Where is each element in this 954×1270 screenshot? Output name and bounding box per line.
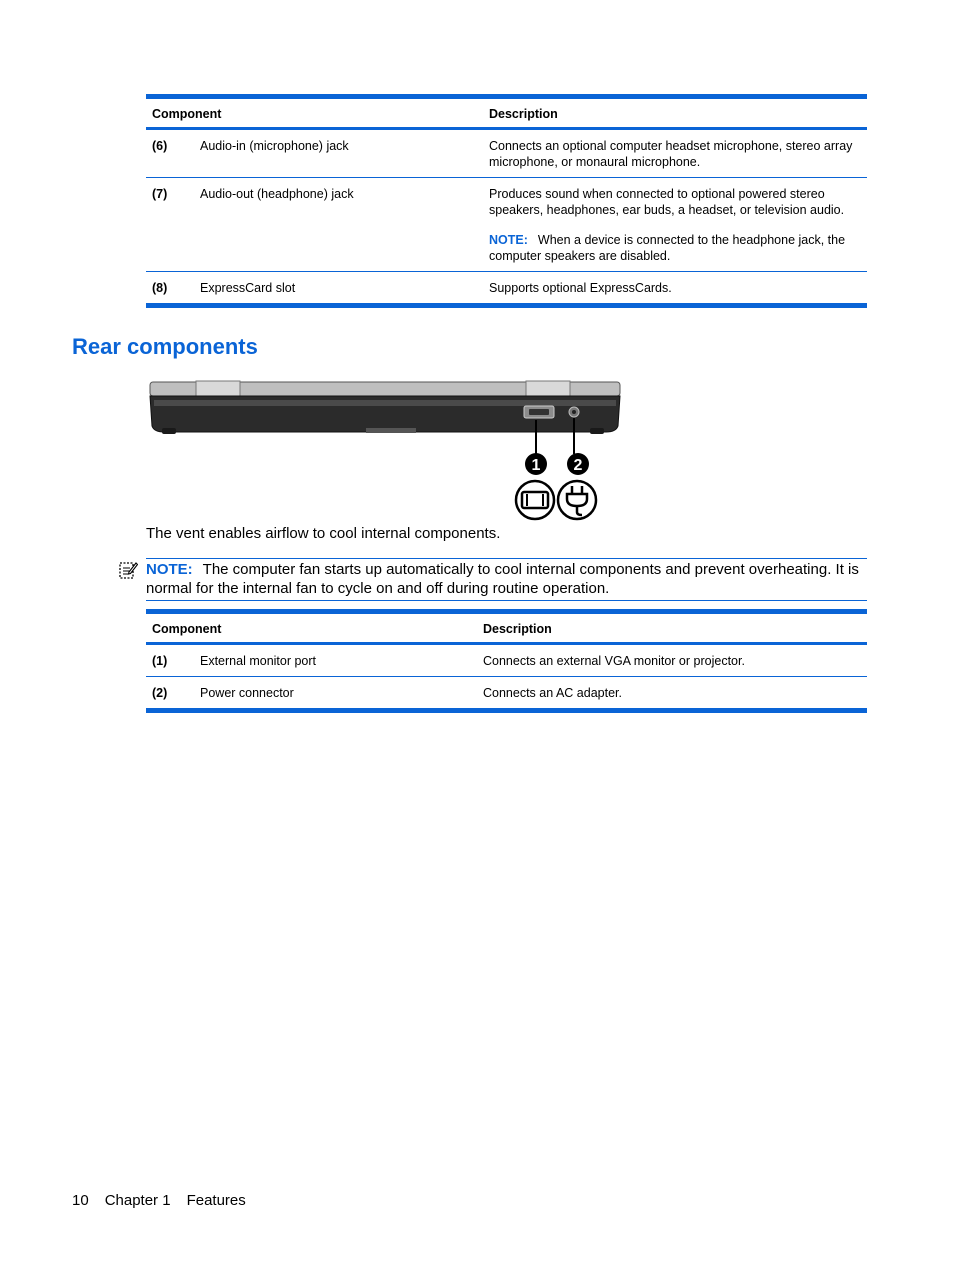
section-title: Rear components <box>72 334 258 359</box>
callout-1 <box>525 453 547 475</box>
monitor-port-icon <box>516 481 554 519</box>
note-label: NOTE: <box>489 233 528 247</box>
component-number: (8) <box>152 281 168 295</box>
callout-number: 2 <box>573 457 583 474</box>
component-description: Supports optional ExpressCards. <box>489 281 672 295</box>
column-header-component: Component <box>152 107 222 121</box>
component-description-cell <box>483 178 867 272</box>
page-number: 10 <box>72 1192 89 1209</box>
component-name: Power connector <box>200 686 294 700</box>
component-name: ExpressCard slot <box>200 281 296 295</box>
column-header-component: Component <box>152 622 222 636</box>
note-pencil-icon <box>118 560 138 580</box>
component-number: (6) <box>152 139 168 153</box>
table-header-row <box>146 612 867 644</box>
table-row <box>146 272 867 306</box>
component-name: External monitor port <box>200 654 317 668</box>
column-header-description: Description <box>483 622 552 636</box>
callout-2 <box>567 453 589 475</box>
component-description: Connects an AC adapter. <box>483 686 622 700</box>
table-header-row <box>146 97 867 129</box>
note-label: NOTE: <box>146 561 193 578</box>
table-row <box>146 129 867 178</box>
components-table-rear <box>146 609 867 713</box>
chapter-title: Features <box>186 1192 246 1209</box>
cell-note <box>489 232 861 264</box>
chapter-label: Chapter 1 <box>104 1192 171 1209</box>
callout-number: 1 <box>531 457 541 474</box>
component-number: (1) <box>152 654 168 668</box>
table-row <box>146 178 867 272</box>
component-number: (7) <box>152 187 168 201</box>
table-row <box>146 644 867 677</box>
components-table-front <box>146 94 867 308</box>
component-number: (2) <box>152 686 168 700</box>
component-name: Audio-in (microphone) jack <box>200 139 349 153</box>
component-description: Produces sound when connected to optional powered stereo speakers, headphones, ear buds, a headset, or television audio. <box>489 187 845 217</box>
note-text: The computer fan starts up automatically to cool internal components and prevent overheating. It is normal for the internal fan to cycle on and off during routine operation. <box>146 561 859 597</box>
note-box <box>146 558 867 601</box>
note-text: When a device is connected to the headphone jack, the computer speakers are disabled. <box>489 233 846 263</box>
power-plug-icon <box>558 481 596 519</box>
component-name: Audio-out (headphone) jack <box>200 187 354 201</box>
laptop-rear-illustration <box>146 378 626 523</box>
table-row <box>146 677 867 711</box>
page-footer <box>72 1192 262 1209</box>
component-description: Connects an external VGA monitor or projector. <box>483 654 745 668</box>
component-description: Connects an optional computer headset microphone, stereo array microphone, or monaural microphone. <box>489 139 853 169</box>
column-header-description: Description <box>489 107 558 121</box>
vent-paragraph: The vent enables airflow to cool internal components. <box>146 525 501 542</box>
